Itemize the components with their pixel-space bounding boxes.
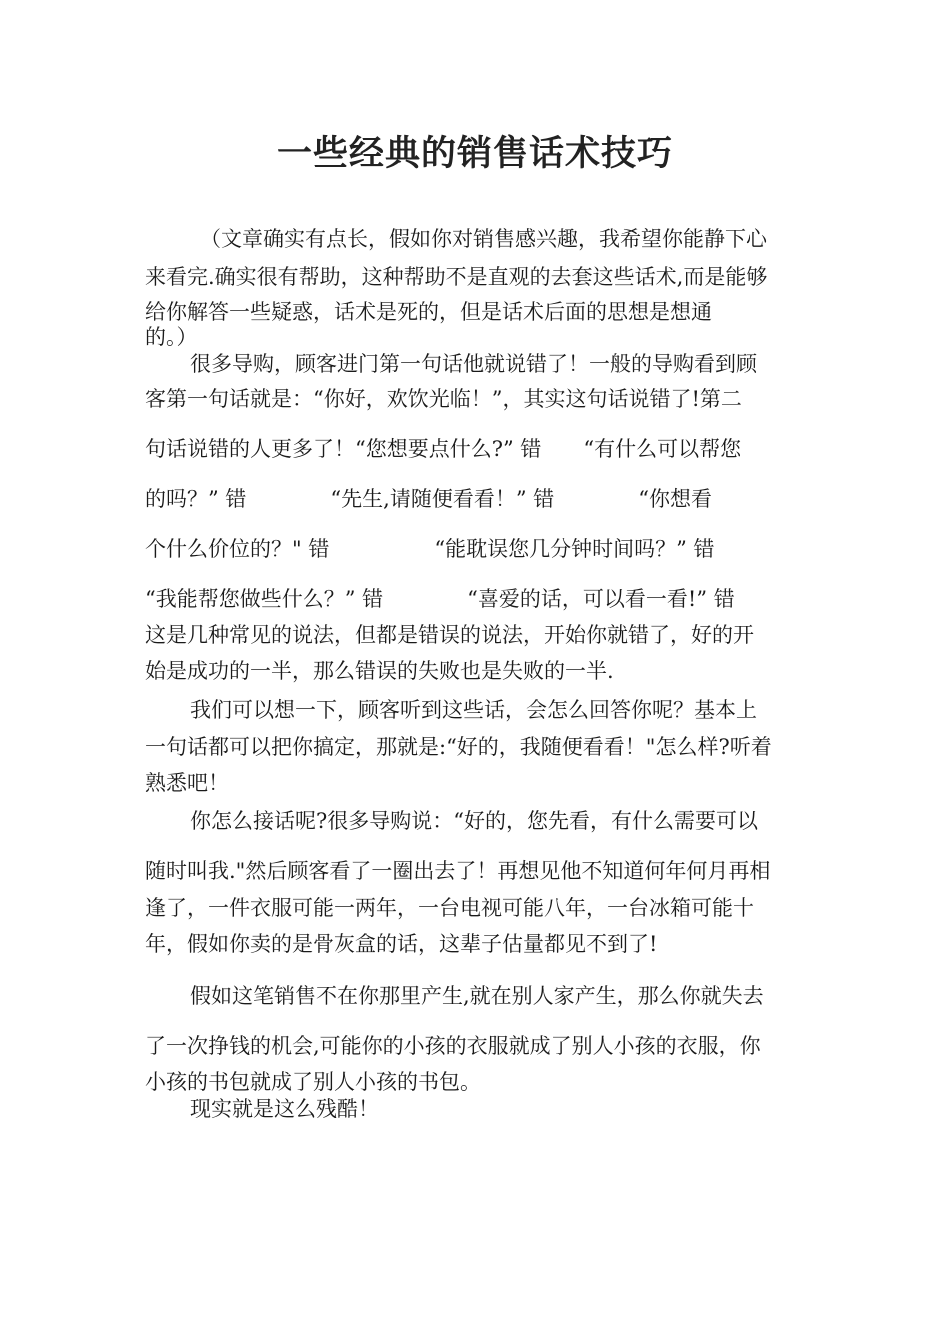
paragraph-line: 很多导购，顾客进门第一句话他就说错了！一般的导购看到顾 <box>190 352 757 376</box>
paragraph-line: （文章确实有点长，假如你对销售感兴趣，我希望你能静下心 <box>200 227 767 251</box>
paragraph-line: 给你解答一些疑惑，话术是死的，但是话术后面的思想是想通 <box>145 300 712 324</box>
paragraph-line: 现实就是这么残酷！ <box>190 1097 379 1121</box>
paragraph-line: 这是几种常见的说法，但都是错误的说法，开始你就错了，好的开 <box>145 623 754 647</box>
paragraph-line: 来看完.确实很有帮助，这种帮助不是直观的去套这些话术,而是能够 <box>145 265 768 289</box>
document-title: 一些经典的销售话术技巧 <box>276 134 673 174</box>
paragraph-line: 句话说错的人更多了！“您想要点什么?” 错 “有什么可以帮您 <box>145 437 742 461</box>
paragraph-line: 始是成功的一半，那么错误的失败也是失败的一半. <box>145 659 614 683</box>
paragraph-line: 小孩的书包就成了别人小孩的书包。 <box>145 1070 481 1094</box>
paragraph-line: 熟悉吧！ <box>145 771 229 795</box>
paragraph-line: 的。） <box>145 325 198 349</box>
paragraph-line: 我们可以想一下，顾客听到这些话，会怎么回答你呢？基本上 <box>190 698 757 722</box>
paragraph-line: “我能帮您做些什么？” 错 “喜爱的话，可以看一看!” 错 <box>145 587 735 611</box>
paragraph-line: 你怎么接话呢?很多导购说：“好的，您先看，有什么需要可以 <box>190 809 758 833</box>
paragraph-line: 客第一句话就是：“你好，欢饮光临！”，其实这句话说错了!第二 <box>145 387 742 411</box>
paragraph-line: 年，假如你卖的是骨灰盒的话，这辈子估量都见不到了! <box>145 932 658 956</box>
paragraph-line: 一句话都可以把你搞定，那就是:“好的，我随便看看！"怎么样?听着 <box>145 735 772 759</box>
paragraph-line: 逢了，一件衣服可能一两年，一台电视可能八年，一台冰箱可能十 <box>145 896 754 920</box>
paragraph-line: 个什么价位的？" 错 “能耽误您几分钟时间吗？” 错 <box>145 537 715 561</box>
paragraph-line: 的吗？” 错 “先生,请随便看看！” 错 “你想看 <box>145 487 712 511</box>
paragraph-line: 了一次挣钱的机会,可能你的小孩的衣服就成了别人小孩的衣服，你 <box>145 1034 761 1058</box>
paragraph-line: 假如这笔销售不在你那里产生,就在别人家产生，那么你就失去 <box>190 984 764 1008</box>
paragraph-line: 随时叫我."然后顾客看了一圈出去了！再想见他不知道何年何月再相 <box>145 859 771 883</box>
